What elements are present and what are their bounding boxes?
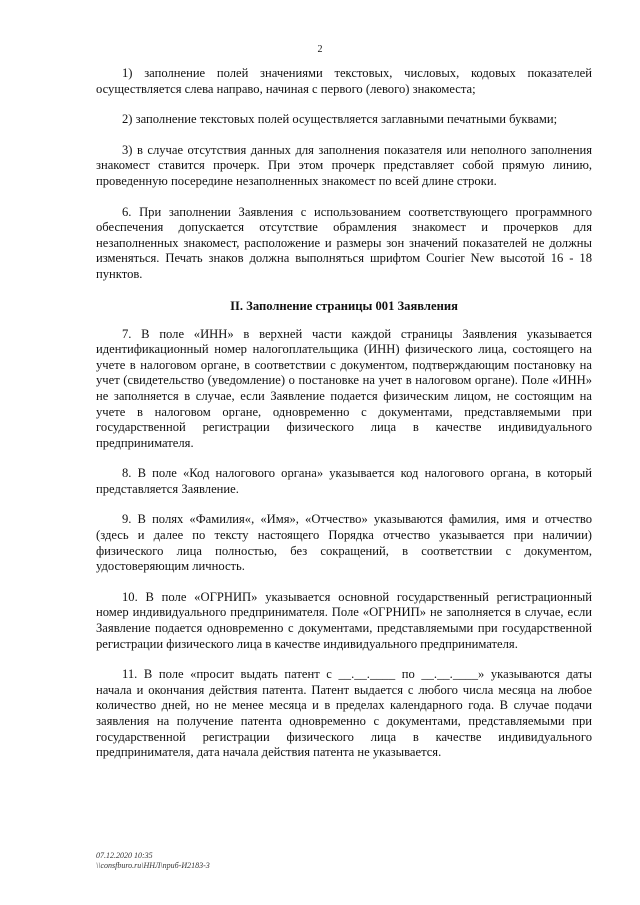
paragraph-10: 10. В поле «ОГРНИП» указывается основной государственный регистрационный номер индивидуального предпринимателя. Поле «ОГРНИП» не заполняется в случае, если Заявление подается одновременно с документами, представляемыми при государственной регистрации физического лица в качестве индивидуального предпринимателя.: [96, 589, 592, 651]
page-number: 2: [317, 44, 323, 55]
document-body: [96, 66, 592, 776]
paragraph-2: 2) заполнение текстовых полей осуществляется заглавными печатными буквами;: [122, 112, 558, 127]
section-title: II. Заполнение страницы 001 Заявления: [230, 298, 458, 313]
paragraph-9: 9. В полях «Фамилия«, «Имя», «Отчество» указываются фамилия, имя и отчество (здесь и далее по тексту настоящего Порядка отчество указывается при наличии) физического лица полностью, без сокращений, в соответствии с документом, удостоверяющим личность.: [96, 512, 592, 574]
paragraph-1: 1) заполнение полей значениями текстовых, числовых, кодовых показателей осуществляется слева направо, начиная с первого (левого) знакоместа;: [96, 66, 592, 96]
paragraph-7: 7. В поле «ИНН» в верхней части каждой страницы Заявления указывается идентификационный номер налогоплательщика (ИНН) физического лица, состоящего на учете в налоговом органе, в соответствии с документом, подтверждающим постановку на учет (свидетельство (уведомление) о постановке на учет в налоговом органе). Поле «ИНН» не заполняется в случае, если Заявление подается физическим лицом, не состоящим на учете в налоговом органе, одновременно с документами, представляемыми при государственной регистрации физического лица в качестве индивидуального предпринимателя.: [96, 326, 592, 450]
paragraph-3: 3) в случае отсутствия данных для заполнения показателя или неполного заполнения знакомест ставится прочерк. При этом прочерк представляет собой прямую линию, проведенную посередине незаполненных знакомест по всей длине строки.: [96, 142, 592, 188]
footer-date: 07.12.2020 10:35: [96, 851, 153, 860]
footer-stamp: [96, 851, 210, 871]
paragraph-6: 6. При заполнении Заявления с использованием соответствующего программного обеспечения допускается отсутствие обрамления знакомест и прочерков для незаполненных знакомест, расположение и размеры зон значений показателей не должны изменяться. Печать знаков должна выполняться шрифтом Courier New высотой 16 - 18 пунктов.: [96, 204, 592, 281]
footer-file-path: \\consfburo.ru\ННЛ\приб-И2183-3: [96, 861, 210, 870]
paragraph-11: 11. В поле «просит выдать патент с __.__.____ по __.__.____» указываются даты начала и окончания действия патента. Патент выдается с любого числа месяца на любое количество дней, но не менее месяца и в пределах календарного года. В случае подачи заявления на получение патента одновременно с документами, представляемыми при государственной регистрации физического лица в качестве индивидуального предпринимателя, дата начала действия патента не указывается.: [96, 667, 592, 760]
paragraph-8: 8. В поле «Код налогового органа» указывается код налогового органа, в который представляется Заявление.: [96, 466, 592, 496]
